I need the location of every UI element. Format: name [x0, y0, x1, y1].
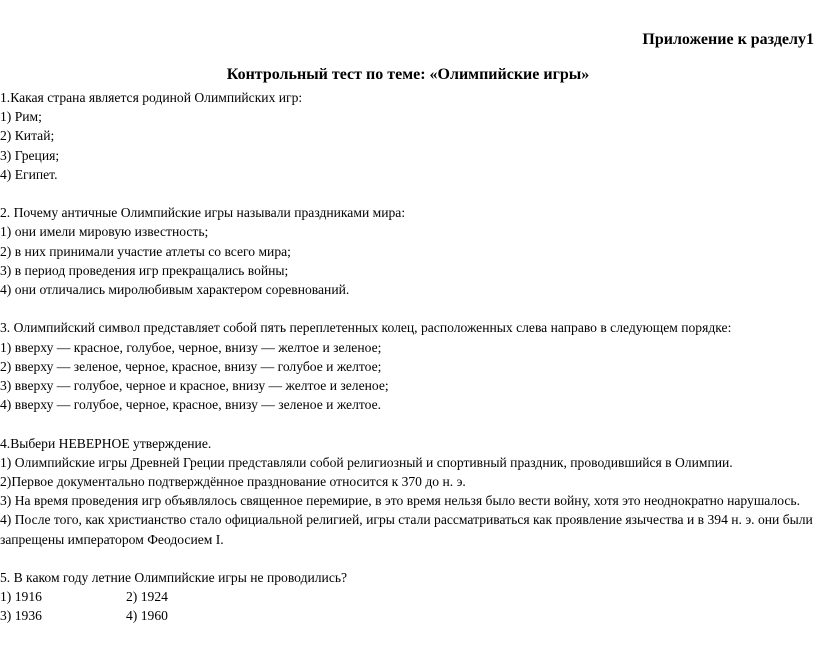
answer-row — [0, 587, 814, 606]
answer-option: 4) После того, как христианство стало официальной религией, игры стали рассматриваться как проявление язычества и в 394 н. э. они были запрещены императором Феодосием I. — [0, 512, 813, 547]
answer-option: 3) Греция; — [0, 147, 60, 163]
answer-option: 4) 1960 — [126, 608, 168, 624]
question-text: 4.Выбери НЕВЕРНОЕ утверждение. — [0, 435, 212, 451]
answer-option: 2) Китай; — [0, 128, 55, 144]
question-4 — [0, 434, 814, 549]
answer-option: 1) они имели мировую известность; — [0, 224, 209, 240]
answer-option: 2)Первое документально подтверждённое празднование относится к 370 до н. э. — [0, 474, 466, 490]
question-text: 2. Почему античные Олимпийские игры называли праздниками мира: — [0, 205, 406, 221]
appendix-label: Приложение к разделу1 — [642, 31, 814, 48]
answer-option: 1) вверху — красное, голубое, черное, внизу — желтое и зеленое; — [0, 339, 382, 355]
answer-option: 1) Олимпийские игры Древней Греции представляли собой религиозный и спортивный праздник, проводившийся в Олимпии. — [0, 454, 733, 470]
question-1 — [0, 88, 814, 184]
answer-option: 4) вверху — голубое, черное, красное, внизу — зеленое и желтое. — [0, 397, 382, 413]
answer-option: 3) в период проведения игр прекращались войны; — [0, 262, 289, 278]
answer-option: 4) Египет. — [0, 166, 58, 182]
answer-option: 2) вверху — зеленое, черное, красное, внизу — голубое и желтое; — [0, 358, 382, 374]
answer-option: 1) 1916 — [0, 589, 42, 605]
answer-option: 2) в них принимали участие атлеты со всего мира; — [0, 243, 291, 259]
answer-row — [0, 606, 814, 625]
answer-option: 3) На время проведения игр объявлялось священное перемирие, в это время нельзя было вести войну, хотя это неоднократно нарушалось. — [0, 493, 801, 509]
page-title: Контрольный тест по теме: «Олимпийские игры» — [226, 66, 590, 83]
answer-option: 3) 1936 — [0, 608, 42, 624]
answer-option: 2) 1924 — [126, 589, 168, 605]
question-text: 5. В каком году летние Олимпийские игры не проводились? — [0, 570, 348, 586]
question-text: 1.Какая страна является родиной Олимпийских игр: — [0, 90, 303, 105]
answer-option: 1) Рим; — [0, 109, 42, 125]
question-text: 3. Олимпийский символ представляет собой пять переплетенных колец, расположенных слева направо в следующем порядке: — [0, 320, 732, 336]
question-2 — [0, 203, 814, 299]
test-body — [0, 88, 814, 645]
answer-option: 3) вверху — голубое, черное и красное, внизу — желтое и зеленое; — [0, 378, 389, 394]
answer-option: 4) они отличались миролюбивым характером соревнований. — [0, 282, 350, 298]
question-5 — [0, 568, 814, 626]
question-3 — [0, 318, 814, 414]
